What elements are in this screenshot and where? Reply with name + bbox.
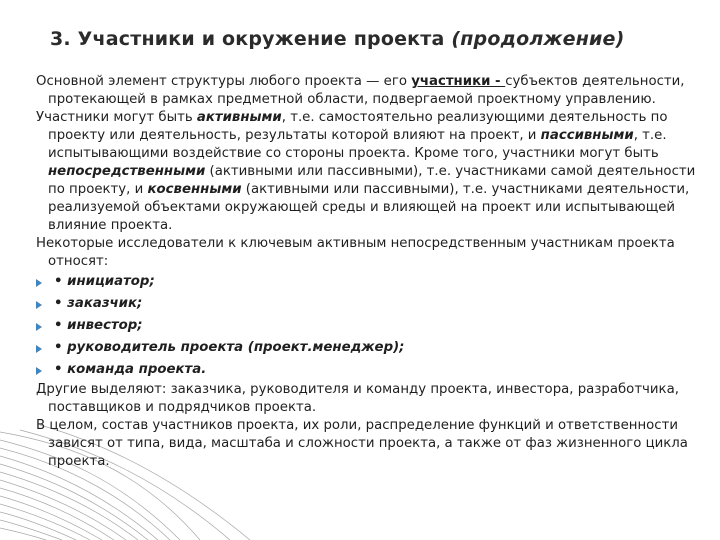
keyword-active: активными [196, 110, 282, 125]
title-main: 3. Участники и окружение проекта [50, 28, 445, 50]
list-item [36, 271, 700, 293]
bullet-marker-icon [36, 301, 42, 309]
keyword-participants: участники - [411, 74, 506, 89]
bullet-marker-icon [36, 345, 42, 353]
p2-text-1: Участники могут быть [36, 110, 197, 125]
slide-body [36, 73, 700, 471]
bullet-marker-icon [36, 367, 42, 375]
bullet-marker-icon [36, 323, 42, 331]
p2-text-3: , т.е. испытывающими воздействие со стороны проекта. Кроме того, участники могут быть [48, 128, 667, 161]
list-item [36, 315, 700, 337]
p1-text-1: Основной элемент структуры любого проекта — его [36, 74, 412, 89]
p1-text-2: субъектов деятельности, протекающей в рамках предметной области, подвергаемой проектному управлению. [48, 74, 685, 107]
keyword-passive: пассивными [540, 128, 634, 143]
list-item-label: • руководитель проекта (проект.менеджер); [54, 340, 405, 355]
page-title [50, 28, 690, 50]
list-item-label: • команда проекта. [54, 362, 207, 377]
keyword-indirect: косвенными [147, 182, 242, 197]
title-paren: (продолжение) [451, 28, 625, 50]
keyword-direct: непосредственными [48, 164, 206, 179]
p2-text-2: , т.е. самостоятельно реализующими деятельность по проекту или деятельность, результаты которой влияют на проект, и [48, 110, 668, 143]
list-item-label: • заказчик; [54, 296, 143, 311]
paragraph-summary: В целом, состав участников проекта, их роли, распределение функций и ответственности зависят от типа, вида, масштаба и сложности проекта, а также от фаз жизненного цикла проекта. [36, 418, 688, 469]
list-item [36, 359, 700, 381]
bullet-marker-icon [36, 279, 42, 287]
paragraph-researchers: Некоторые исследователи к ключевым активным непосредственным участникам проекта относят: [36, 236, 675, 269]
p2-text-4: (активными или пассивными), т.е. участниками самой деятельности по проекту, и [48, 164, 696, 197]
list-item-label: • инициатор; [54, 274, 155, 289]
paragraph-participant-types [36, 109, 700, 235]
p2-text-5: (активными или пассивными), т.е. участниками деятельности, реализуемой объектами окружающей среды и влияющей на проект или испытывающей влияние проекта. [48, 182, 690, 233]
list-item [36, 337, 700, 359]
list-item-label: • инвестор; [54, 318, 143, 333]
paragraph-main-element [36, 73, 700, 109]
list-item [36, 293, 700, 315]
paragraph-others: Другие выделяют: заказчика, руководителя и команду проекта, инвестора, разработчика, поставщиков и подрядчиков проекта. [36, 382, 679, 415]
